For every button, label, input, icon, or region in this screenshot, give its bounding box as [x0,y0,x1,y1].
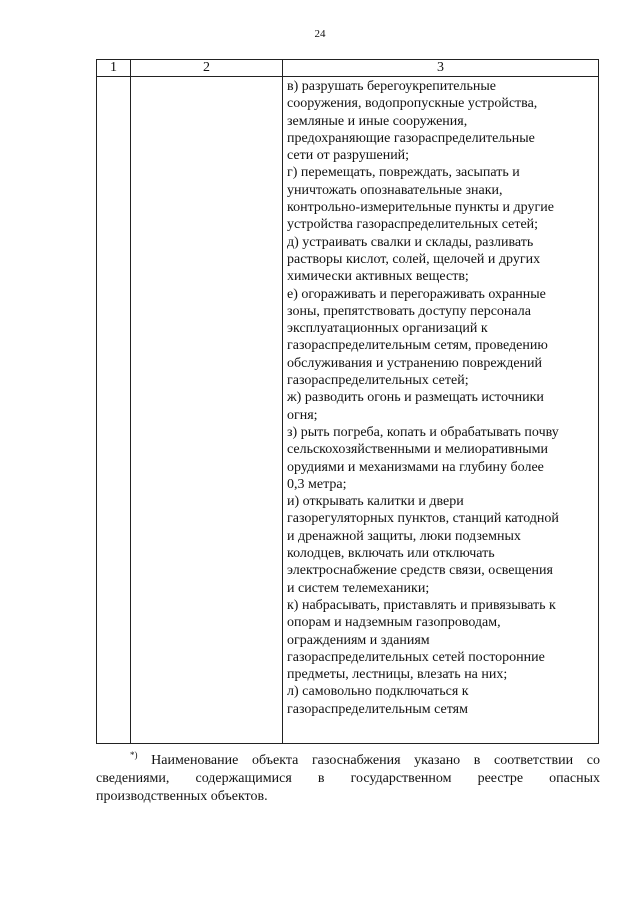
document-table [96,59,599,744]
column-header-1: 1 [97,60,131,77]
footnote-line-1 [96,746,600,770]
text-line: ж) разводить огонь и размещать источники [287,390,544,406]
text-line: 0,3 метра; [287,476,347,492]
text-line: предохраняющие газораспределительные [287,130,535,146]
text-line: газораспределительным сетям, проведению [287,338,548,354]
text-line: контрольно-измерительные пункты и другие [287,200,554,216]
text-line: химически активных веществ; [287,269,469,285]
column-header-3: 3 [283,60,599,77]
table-header-row [97,60,599,77]
footnote-line-3: производственных объектов. [96,789,268,804]
text-line: зоны, препятствовать доступу персонала [287,303,531,319]
text-line: е) огораживать и перегораживать охранные [287,286,546,302]
text-line: д) устраивать свалки и склады, разливать [287,234,534,250]
text-line: эксплуатационных организаций к [287,321,488,337]
text-line: уничтожать опознавательные знаки, [287,182,503,198]
text-line: растворы кислот, солей, щелочей и других [287,251,541,267]
text-line: колодцев, включать или отключать [287,546,495,562]
text-line: орудиями и механизмами на глубину более [287,459,544,475]
text-line: сети от разрушений; [287,148,410,164]
table-cell-col2 [131,77,283,744]
text-line: л) самовольно подключаться к [287,684,469,700]
text-line: обслуживания и устранению повреждений [287,355,543,371]
text-line: газораспределительным сетям [287,701,468,717]
text-line: г) перемещать, повреждать, засыпать и [287,165,520,181]
page-number: 24 [314,28,326,40]
text-line: сельскохозяйственными и мелиоративными [287,442,549,458]
text-line: в) разрушать берегоукрепительные [287,79,497,94]
text-line: з) рыть погреба, копать и обрабатывать почву [287,424,559,440]
text-line: к) набрасывать, приставлять и привязывать к [287,597,556,613]
text-line: сооружения, водопропускные устройства, [287,96,538,112]
text-line: опорам и надземным газопроводам, [287,615,501,631]
prohibitions-text [283,77,598,718]
text-line: и дренажной защиты, люки подземных [287,528,521,544]
text-line: ограждениям и зданиям [287,632,430,648]
text-line: и систем телемеханики; [287,580,430,596]
table-row [97,77,599,744]
text-line: газораспределительных сетей; [287,373,469,389]
footnote-marker: *) [130,750,138,760]
text-line: газораспределительных сетей посторонние [287,649,545,665]
column-header-2: 2 [131,60,283,77]
footnote-line-2: сведениями, содержащимися в государственном реестре опасных [96,771,600,786]
table-cell-col3 [283,77,599,744]
text-line: и) открывать калитки и двери [287,494,464,510]
text-line: предметы, лестницы, влезать на них; [287,667,508,683]
footnote-line-1-text: Наименование объекта газоснабжения указано в соответствии со [151,753,600,768]
footnote [96,746,600,806]
text-line: земляные и иные сооружения, [287,113,468,129]
text-line: электроснабжение средств связи, освещения [287,563,553,579]
table-cell-col1 [97,77,131,744]
text-line: устройства газораспределительных сетей; [287,217,539,233]
text-line: газорегуляторных пунктов, станций катодной [287,511,559,527]
text-line: огня; [287,407,318,423]
